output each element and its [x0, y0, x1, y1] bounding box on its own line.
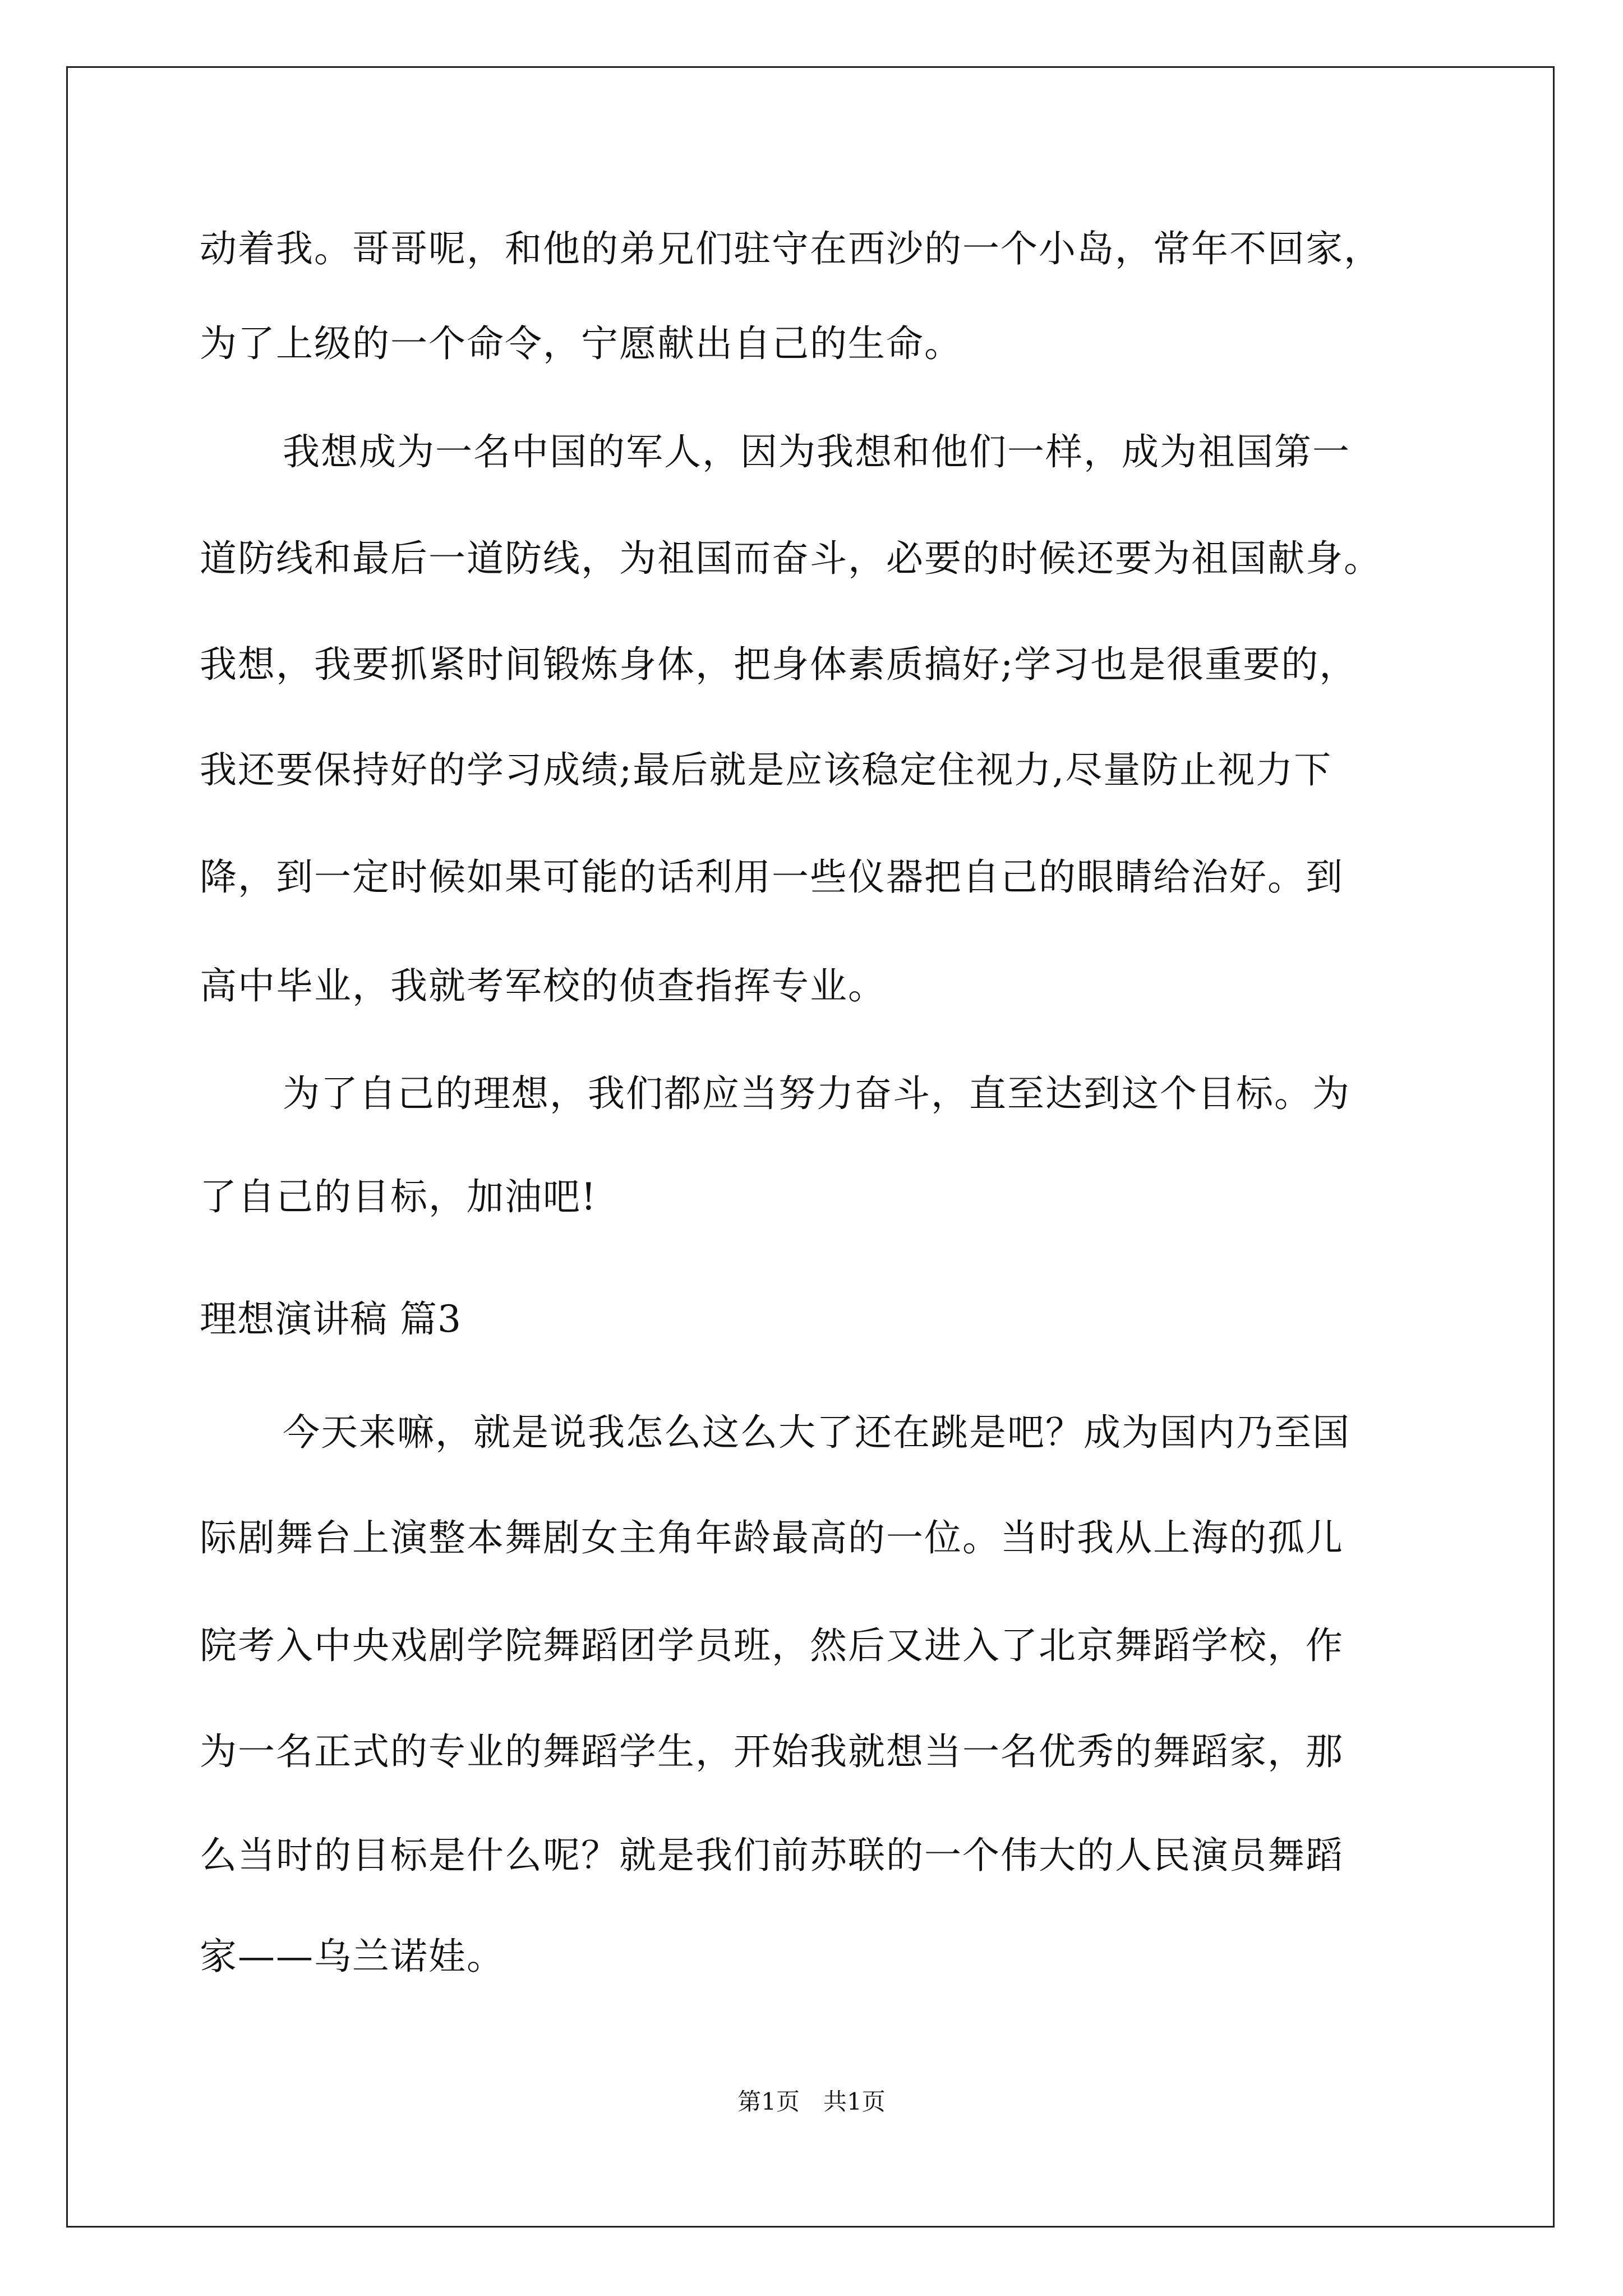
paragraph-line: 际剧舞台上演整本舞剧女主角年龄最高的一位。当时我从上海的孤儿 [200, 1516, 1344, 1559]
paragraph-line: 动着我。哥哥呢，和他的弟兄们驻守在西沙的一个小岛，常年不回家， [200, 227, 1382, 270]
paragraph-line: 高中毕业，我就考军校的侦查指挥专业。 [200, 964, 886, 1007]
paragraph-line: 我还要保持好的学习成绩;最后就是应该稳定住视力,尽量防止视力下 [200, 748, 1332, 792]
page-footer: 第1页 共1页 [737, 2088, 886, 2115]
section-heading: 理想演讲稿 篇3 [200, 1297, 462, 1341]
paragraph-line: 家——乌兰诺娃。 [200, 1935, 505, 1978]
paragraph-line: 院考入中央戏剧学院舞蹈团学员班，然后又进入了北京舞蹈学校，作 [200, 1624, 1344, 1667]
paragraph-line: 为了上级的一个命令，宁愿献出自己的生命。 [200, 322, 962, 365]
paragraph-line: 今天来嘛，就是说我怎么这么大了还在跳是吧？成为国内乃至国 [283, 1411, 1350, 1454]
paragraph-line: 为一名正式的专业的舞蹈学生，开始我就想当一名优秀的舞蹈家，那 [200, 1730, 1344, 1773]
paragraph-line: 道防线和最后一道防线，为祖国而奋斗，必要的时候还要为祖国献身。 [200, 537, 1382, 580]
paragraph-line: 么当时的目标是什么呢？就是我们前苏联的一个伟大的人民演员舞蹈 [200, 1834, 1344, 1877]
paragraph-line: 我想，我要抓紧时间锻炼身体，把身体素质搞好;学习也是很重要的， [200, 643, 1358, 686]
paragraph-line: 降，到一定时候如果可能的话利用一些仪器把自己的眼睛给治好。到 [200, 855, 1344, 899]
paragraph-line: 我想成为一名中国的军人，因为我想和他们一样，成为祖国第一 [283, 430, 1350, 473]
page-border [66, 66, 1555, 2228]
paragraph-line: 了自己的目标，加油吧! [200, 1175, 597, 1218]
paragraph-line: 为了自己的理想，我们都应当努力奋斗，直至达到这个目标。为 [283, 1072, 1350, 1115]
